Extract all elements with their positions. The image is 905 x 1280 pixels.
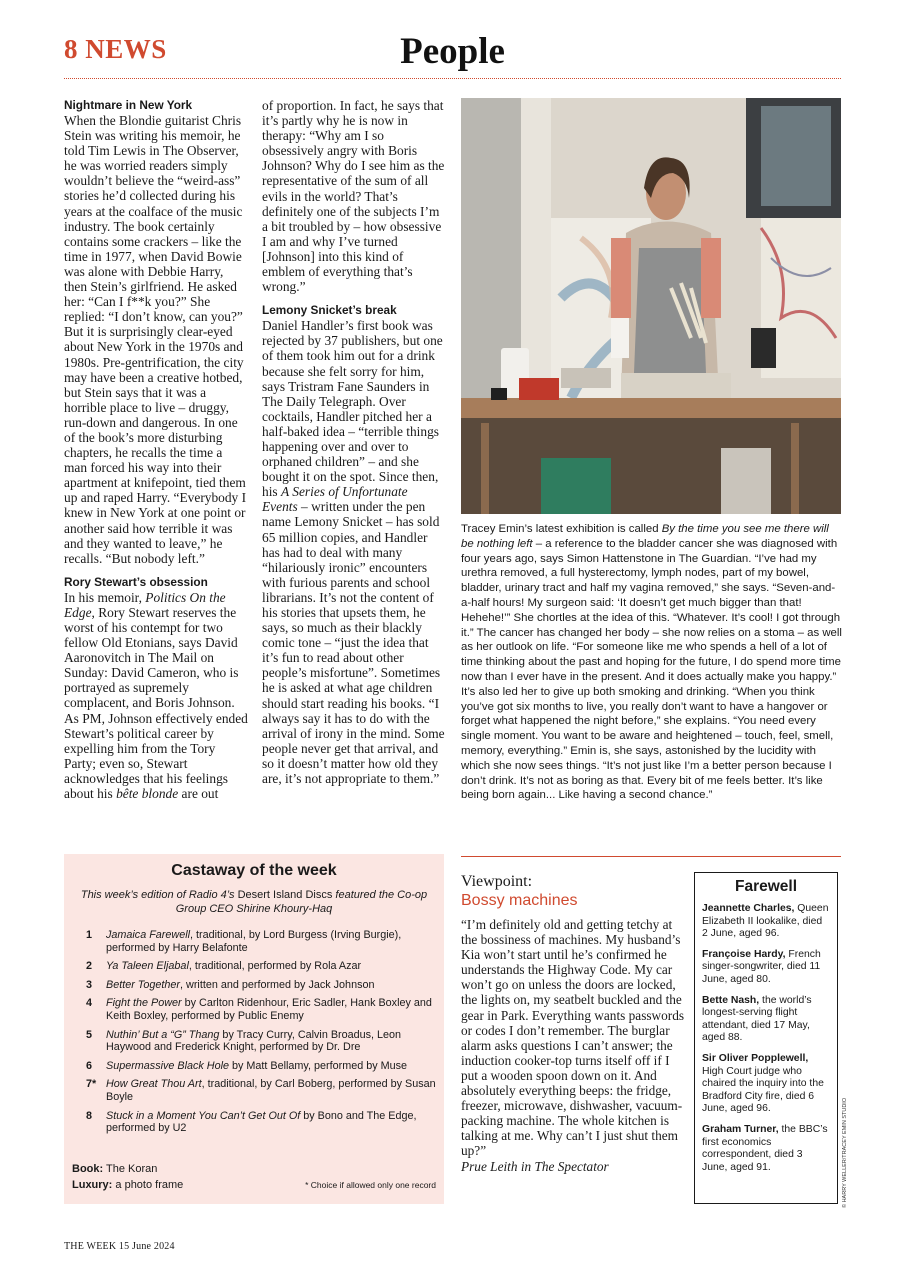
track-number: 5 [86, 1028, 93, 1041]
track-credits: , traditional, by Carl Boberg, performed by Susan Boyle [106, 1078, 436, 1103]
track-text [106, 1060, 436, 1073]
farewell-name: Graham Turner, [702, 1123, 779, 1135]
viewpoint-box [461, 872, 686, 1174]
viewpoint-title: Bossy machines [461, 892, 578, 909]
farewell-description: High Court judge who chaired the inquiry into the Bradford City fire, died 6 June, aged 96. [702, 1065, 824, 1115]
farewell-name: Françoise Hardy, [702, 948, 786, 960]
track-credits: by Carlton Ridenhour, Eric Sadler, Hank Boxley and Keith Boxley, performed by Public Enemy [106, 997, 432, 1022]
track-number: 1 [86, 929, 93, 941]
farewell-description: the BBC’s first economics correspondent, died 3 June, aged 91. [702, 1123, 828, 1173]
track-title: Better Together [106, 978, 181, 991]
viewpoint-label: Viewpoint: [461, 873, 533, 890]
article-rory-stewart-body: In his memoir, Politics On the Edge, Rory Stewart reserves the worst of his contempt for two fellow Old Etonians, says David Aaronovitch in The Mail on Sunday: David Cameron, who is portrayed as supremely complacent, and Boris Johnson. As PM, Johnson effectively ended Stewart’s political career by expelling him from the Tory Party; even so, Stewart acknowledges that his feelings about his bête blonde are out [64, 589, 248, 802]
track-item [86, 1078, 436, 1103]
track-number: 2 [86, 960, 93, 973]
farewell-name: Sir Oliver Popplewell, [702, 1052, 809, 1064]
track-text [106, 1078, 436, 1103]
track-title: Fight the Power [106, 997, 182, 1010]
track-number: 3 [86, 978, 93, 991]
track-list [86, 929, 436, 1141]
track-title: Nuthin’ But a “G” Thang [106, 1028, 220, 1041]
photo-caption: Tracey Emin’s latest exhibition is called By the time you see me there will be nothing left – a reference to the bladder cancer she was diagnosed with four years ago, says Simon Hattenstone in The Guardian. “I’ve had my urethra removed, a full hysterectomy, lymph nodes, part of my bowel, bladder, urinary tract and half my vagina removed,” she says. “Seven-and-a-half hours! My surgeon said: ‘It doesn’t get much bigger than that! Hehehe!’” She chortles at the idea of this. “Whatever. It’s cool! I got through it.” The cancer has changed her body – she now relies on a stoma – as well as her outlook on life. “For someone like me who spends a hell of a lot of time thinking about the past and hoping for the future, I do spend more time now than I ever have in the present. And it does actually make you happy.” It’s also led her to give up both smoking and drinking. “When you think you’ve got six months to live, you really don’t want to have a hangover or forget what happened the night before,” she explains. “You need every single moment. You want to be aware and heightened – touch, feel, smell, memory, everything.” Emin is, she says, astonished by the lucidity with which she now sees things. “It’s not just like I’m a better person because I don’t drink. It’s not as boring as that. Every bit of me feels better. It’s like being born again... Like having a second chance.” [461, 523, 842, 802]
track-item [86, 979, 436, 992]
farewell-name: Bette Nash, [702, 994, 760, 1006]
track-text [106, 1029, 436, 1054]
farewell-entry [702, 1124, 830, 1174]
farewell-description: the world’s longest-serving flight attendant, died 17 May, aged 88. [702, 994, 812, 1044]
castaway-title: Castaway of the week [171, 862, 337, 879]
headline-nightmare-in-new-york: Nightmare in New York [64, 98, 193, 112]
column-two [262, 98, 446, 786]
track-number: 6 [86, 1059, 93, 1072]
article-lemony-snicket-body: Daniel Handler’s first book was rejected by 37 publishers, but one of them took him out for a drink because she felt sorry for him, says Tristram Fane Saunders in The Daily Telegraph. Over cocktails, Handler pitched her a half-baked idea – “terrible things happening over and over to orphaned children” – and she bought it on the spot. Since then, his A Series of Unfortunate Events – written under the pen name Lemony Snicket – has sold 65 million copies, and Handler has had to deal with many “hilariously ironic” encounters with furious parents and school librarians. It’s not the content of his stories that upsets them, he says, so much as their blackly comic tone – “just the idea that it’s fun to read about other people’s misfortune”. Sometimes he is asked at what age children should start reading his books. “I always say it has to do with the arrival of irony in the mind. Some people never get that arrival, and so it doesn’t matter how old they are, it’s not appropriate to them.” [262, 318, 445, 787]
track-title: Ya Taleen Eljabal [106, 960, 189, 973]
section-label: 8 NEWS [64, 34, 167, 64]
farewell-entry [702, 1053, 830, 1116]
castaway-intro: This week’s edition of Radio 4’s Desert Island Discs featured the Co-op Group CEO Shirine Khoury-Haq [80, 889, 428, 915]
farewell-entry [702, 995, 830, 1045]
track-title: Supermassive Black Hole [106, 1059, 230, 1072]
track-title: How Great Thou Art [106, 1078, 202, 1091]
castaway-note: * Choice if allowed only one record [305, 1180, 436, 1190]
track-credits: by Matt Bellamy, performed by Muse [229, 1059, 408, 1072]
castaway-book: Book: The Koran [72, 1163, 158, 1175]
photo-credit: © HARRY WELLER/TRACEY EMIN STUDIO [842, 1097, 848, 1208]
column-one [64, 98, 248, 801]
track-text [106, 979, 436, 992]
headline-rory-stewart: Rory Stewart’s obsession [64, 574, 208, 589]
track-credits: , traditional, performed by Rola Azar [188, 960, 362, 973]
track-item [86, 997, 436, 1022]
track-text [106, 1110, 436, 1135]
viewpoint-body: “I’m definitely old and getting tetchy at the bossiness of machines. My husband’s Kia won’t start until he’s confirmed he understands the Highway Code. My car won’t go on unless the doors are locked, the lights on, my seatbelt buckled and the gear in Park. Everything wants passwords or codes I don’t remember. The burglar alarm asks questions I can’t answer; the induction cooker-top turns itself off if I put a wooden spoon down on it. And absolutely everything beeps: the fridge, freezer, microwave, dishwasher, vacuum-packing machine. The whole kitchen is talking at me. Why can’t I just shut them up?” [461, 917, 685, 1159]
header-rule [64, 78, 841, 79]
farewell-name: Jeannette Charles, [702, 903, 795, 914]
castaway-luxury: Luxury: a photo frame [72, 1179, 184, 1191]
track-text [106, 997, 436, 1022]
studio-illustration [461, 98, 841, 514]
track-item [86, 929, 436, 954]
farewell-entry [702, 949, 830, 987]
track-title: Stuck in a Moment You Can’t Get Out Of [106, 1109, 301, 1122]
track-credits: by Tracy Curry, Calvin Broadus, Leon Haywood and Frederick Knight, performed by Dr. Dre [106, 1028, 402, 1054]
farewell-box [694, 872, 838, 1204]
caption-divider [461, 856, 841, 857]
tracey-emin-studio-photo [461, 98, 841, 514]
farewell-description: Queen Elizabeth II lookalike, died 2 June, aged 96. [702, 903, 829, 940]
track-item [86, 960, 436, 973]
track-text [106, 929, 436, 954]
page-title: People [400, 31, 505, 72]
farewell-entry [702, 903, 830, 941]
page-header [64, 30, 841, 78]
farewell-entries [702, 903, 830, 1174]
viewpoint-source: Prue Leith in The Spectator [461, 1158, 609, 1174]
page-footer: THE WEEK 15 June 2024 [64, 1241, 175, 1252]
track-item [86, 1029, 436, 1054]
track-item [86, 1110, 436, 1135]
track-credits: , traditional, by Lord Burgess (Irving Burgie), performed by Harry Belafonte [106, 929, 402, 954]
track-text [106, 960, 436, 973]
farewell-description: French singer-songwriter, died 11 June, aged 80. [702, 948, 821, 985]
article-nightmare-body: When the Blondie guitarist Chris Stein was writing his memoir, he told Tim Lewis in The Observer, he was worried readers simply wouldn’t believe the “weird-ass” stories he’d collected during his years at the coalface of the music industry. The book certainly contains some crackers – like the time in 1977, when David Bowie was alone with Debbie Harry, then Stein’s girlfriend. He asked her: “Can I f**k you?” She replied: “I don’t know, can you?” But it is surprisingly clear-eyed about New York in the 1970s and 1980s. Pre-gentrification, the city may have been a creative hotbed, but Stein says that it was a horrible place to live – druggy, run-down and dangerous. In one of the book’s more disturbing chapters, he recalls the time a man forced his way into their apartment at knifepoint, tied them up and raped Harry. “Everybody I knew in New York at one point or another said how terrible it was and they wanted to leave,” he recalls. “But nobody left.” [64, 113, 247, 566]
castaway-of-the-week-box [64, 854, 444, 1204]
track-number: 8 [86, 1109, 93, 1122]
article-rory-stewart-continued: of proportion. In fact, he says that it’s partly why he is now in therapy: “Why am I so obsessively angry with Boris Johnson? Why do I see him as the representative of the sum of all evils in the world? That’s definitely one of the subjects I’m a bit troubled by – how obsessive I am and why I’ve turned [Johnson] into this kind of emblem of everything that’s wrong.” [262, 98, 445, 295]
farewell-title: Farewell [734, 878, 798, 895]
track-item [86, 1060, 436, 1073]
castaway-footer [72, 1161, 436, 1193]
track-number: 7* [86, 1078, 97, 1091]
track-number: 4 [86, 997, 93, 1010]
track-credits: by Bono and The Edge, performed by U2 [106, 1109, 417, 1135]
headline-lemony-snicket: Lemony Snicket’s break [262, 303, 397, 318]
track-title: Jamaica Farewell [106, 929, 191, 941]
track-credits: , written and performed by Jack Johnson [180, 978, 375, 991]
